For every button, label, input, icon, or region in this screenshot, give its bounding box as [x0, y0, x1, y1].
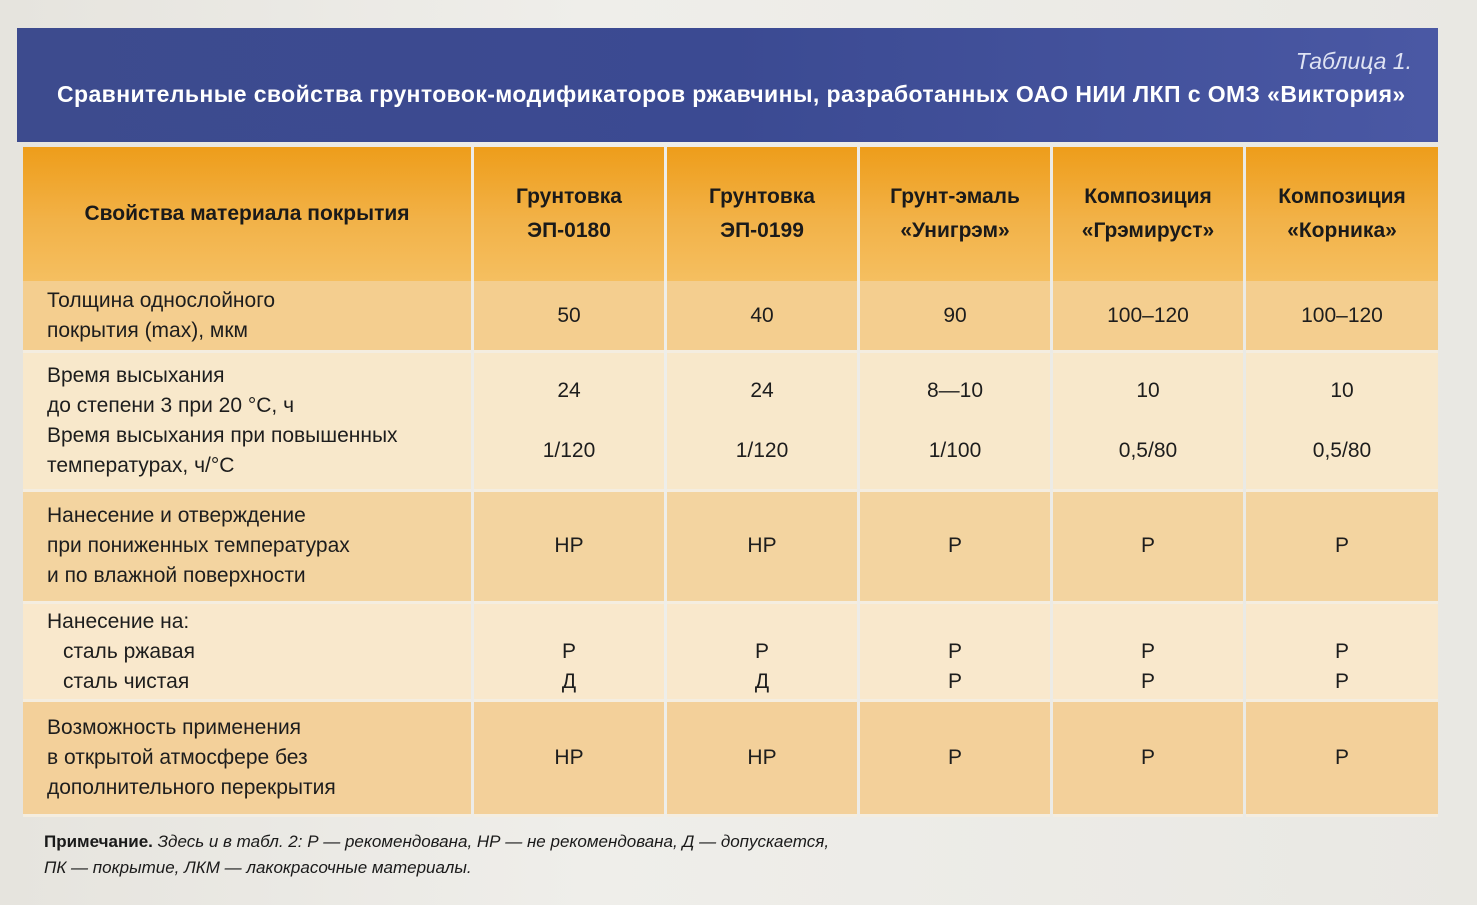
- table-header-row: [23, 147, 1438, 281]
- column-header-line: «Корника»: [1287, 219, 1397, 242]
- cell-application: [474, 604, 664, 702]
- row-label-low-temp: [23, 492, 471, 605]
- cell-value: Р: [860, 702, 1050, 817]
- footnote-text-line1: Здесь и в табл. 2: Р — рекомендована, НР — не рекомендована, Д — допускается,: [152, 832, 830, 851]
- cell-value: Р: [1053, 702, 1243, 817]
- column-header-line: ЭП-0180: [527, 219, 611, 242]
- cell-drying: [1246, 353, 1438, 491]
- cell-value: Р: [860, 492, 1050, 605]
- column-header-property: Свойства материала покрытия: [23, 147, 471, 281]
- cell-drying: [667, 353, 857, 491]
- cell-value-rusty: Р: [1334, 639, 1349, 663]
- column-header-line: ЭП-0199: [720, 219, 804, 242]
- row-label-line: при пониженных температурах: [47, 534, 350, 558]
- table-row-thickness: [23, 281, 1438, 353]
- cell-application: [1246, 604, 1438, 702]
- column-header-line: Грунтовка: [709, 185, 815, 208]
- row-label-line: в открытой атмосфере без: [47, 746, 308, 770]
- column-header-line: Композиция: [1278, 185, 1406, 208]
- cell-value-high-temp: 1/120: [735, 438, 789, 462]
- cell-value-20c: 24: [750, 378, 774, 402]
- cell-application: [1053, 604, 1243, 702]
- column-header-line: «Грэмируст»: [1081, 219, 1215, 242]
- cell-value: НР: [667, 492, 857, 605]
- column-header-gremirust: [1053, 147, 1243, 281]
- cell-drying: [860, 353, 1050, 491]
- cell-value: 50: [474, 281, 664, 353]
- column-header-ep0180: [474, 147, 664, 281]
- cell-value-high-temp: 0,5/80: [1118, 438, 1178, 462]
- cell-value-clean: Р: [1140, 669, 1155, 693]
- table-footnote: [44, 829, 1144, 881]
- cell-value: Р: [1053, 492, 1243, 605]
- row-label-line: до степени 3 при 20 °С, ч: [47, 393, 295, 417]
- column-header-line: Грунт-эмаль: [890, 185, 1020, 208]
- row-label-line: и по влажной поверхности: [47, 564, 306, 588]
- row-label-line: Время высыхания при повышенных: [47, 423, 398, 447]
- table-number-label: Таблица 1.: [1295, 48, 1412, 74]
- row-label-line: дополнительного перекрытия: [47, 776, 336, 800]
- table-title: Сравнительные свойства грунтовок-модификаторов ржавчины, разработанных ОАО НИИ ЛКП с ОМЗ «Виктория»: [57, 81, 1406, 107]
- column-header-line: Грунтовка: [516, 185, 622, 208]
- column-header-ep0199: [667, 147, 857, 281]
- row-label-thickness: [23, 281, 471, 353]
- cell-value: 40: [667, 281, 857, 353]
- cell-value-clean: Д: [561, 669, 577, 693]
- row-sublabel-clean-steel: сталь чистая: [63, 669, 190, 693]
- footnote-lead: Примечание.: [44, 832, 153, 851]
- cell-value-clean: Р: [947, 669, 962, 693]
- cell-value-20c: 10: [1136, 378, 1160, 402]
- column-header-unigrem: [860, 147, 1050, 281]
- cell-value-high-temp: 1/120: [542, 438, 596, 462]
- row-label-line: покрытия (max), мкм: [47, 318, 248, 342]
- cell-value: НР: [474, 702, 664, 817]
- cell-value-rusty: Р: [561, 639, 576, 663]
- cell-value-rusty: Р: [1140, 639, 1155, 663]
- row-sublabel-rusty-steel: сталь ржавая: [63, 639, 195, 663]
- cell-value-20c: 8—10: [926, 378, 984, 402]
- row-label-line: температурах, ч/°С: [47, 453, 235, 477]
- column-header-line: «Унигрэм»: [900, 219, 1010, 242]
- cell-value-clean: Д: [754, 669, 770, 693]
- row-label-line: Толщина однослойного: [47, 288, 276, 312]
- cell-value-high-temp: 0,5/80: [1312, 438, 1372, 462]
- cell-value-clean: Р: [1334, 669, 1349, 693]
- cell-value: 90: [860, 281, 1050, 353]
- cell-value-rusty: Р: [947, 639, 962, 663]
- row-label-line: Нанесение на:: [47, 609, 190, 633]
- cell-value: Р: [1246, 702, 1438, 817]
- cell-drying: [474, 353, 664, 491]
- cell-value-high-temp: 1/100: [928, 438, 982, 462]
- cell-value: 100–120: [1246, 281, 1438, 353]
- table-row-drying: [23, 353, 1438, 491]
- cell-value: 100–120: [1053, 281, 1243, 353]
- column-header-line: Композиция: [1084, 185, 1212, 208]
- row-label-line: Нанесение и отверждение: [47, 504, 306, 528]
- table-header-band: [17, 28, 1438, 142]
- row-label-application: [23, 604, 471, 702]
- cell-value: НР: [474, 492, 664, 605]
- cell-value-20c: 10: [1330, 378, 1354, 402]
- footnote-text-line2: ПК — покрытие, ЛКМ — лакокрасочные материалы.: [44, 858, 472, 877]
- cell-value: НР: [667, 702, 857, 817]
- cell-value-20c: 24: [557, 378, 581, 402]
- table-row-low-temp: [23, 492, 1438, 605]
- cell-application: [667, 604, 857, 702]
- table-row-open-air: [23, 702, 1438, 817]
- cell-value-rusty: Р: [754, 639, 769, 663]
- properties-table: [20, 147, 1441, 817]
- row-label-line: Возможность применения: [47, 716, 302, 740]
- column-header-kornika: [1246, 147, 1438, 281]
- table-row-application: [23, 604, 1438, 702]
- row-label-line: Время высыхания: [47, 363, 225, 387]
- cell-application: [860, 604, 1050, 702]
- row-label-drying: [23, 353, 471, 491]
- cell-value: Р: [1246, 492, 1438, 605]
- cell-drying: [1053, 353, 1243, 491]
- row-label-open-air: [23, 702, 471, 817]
